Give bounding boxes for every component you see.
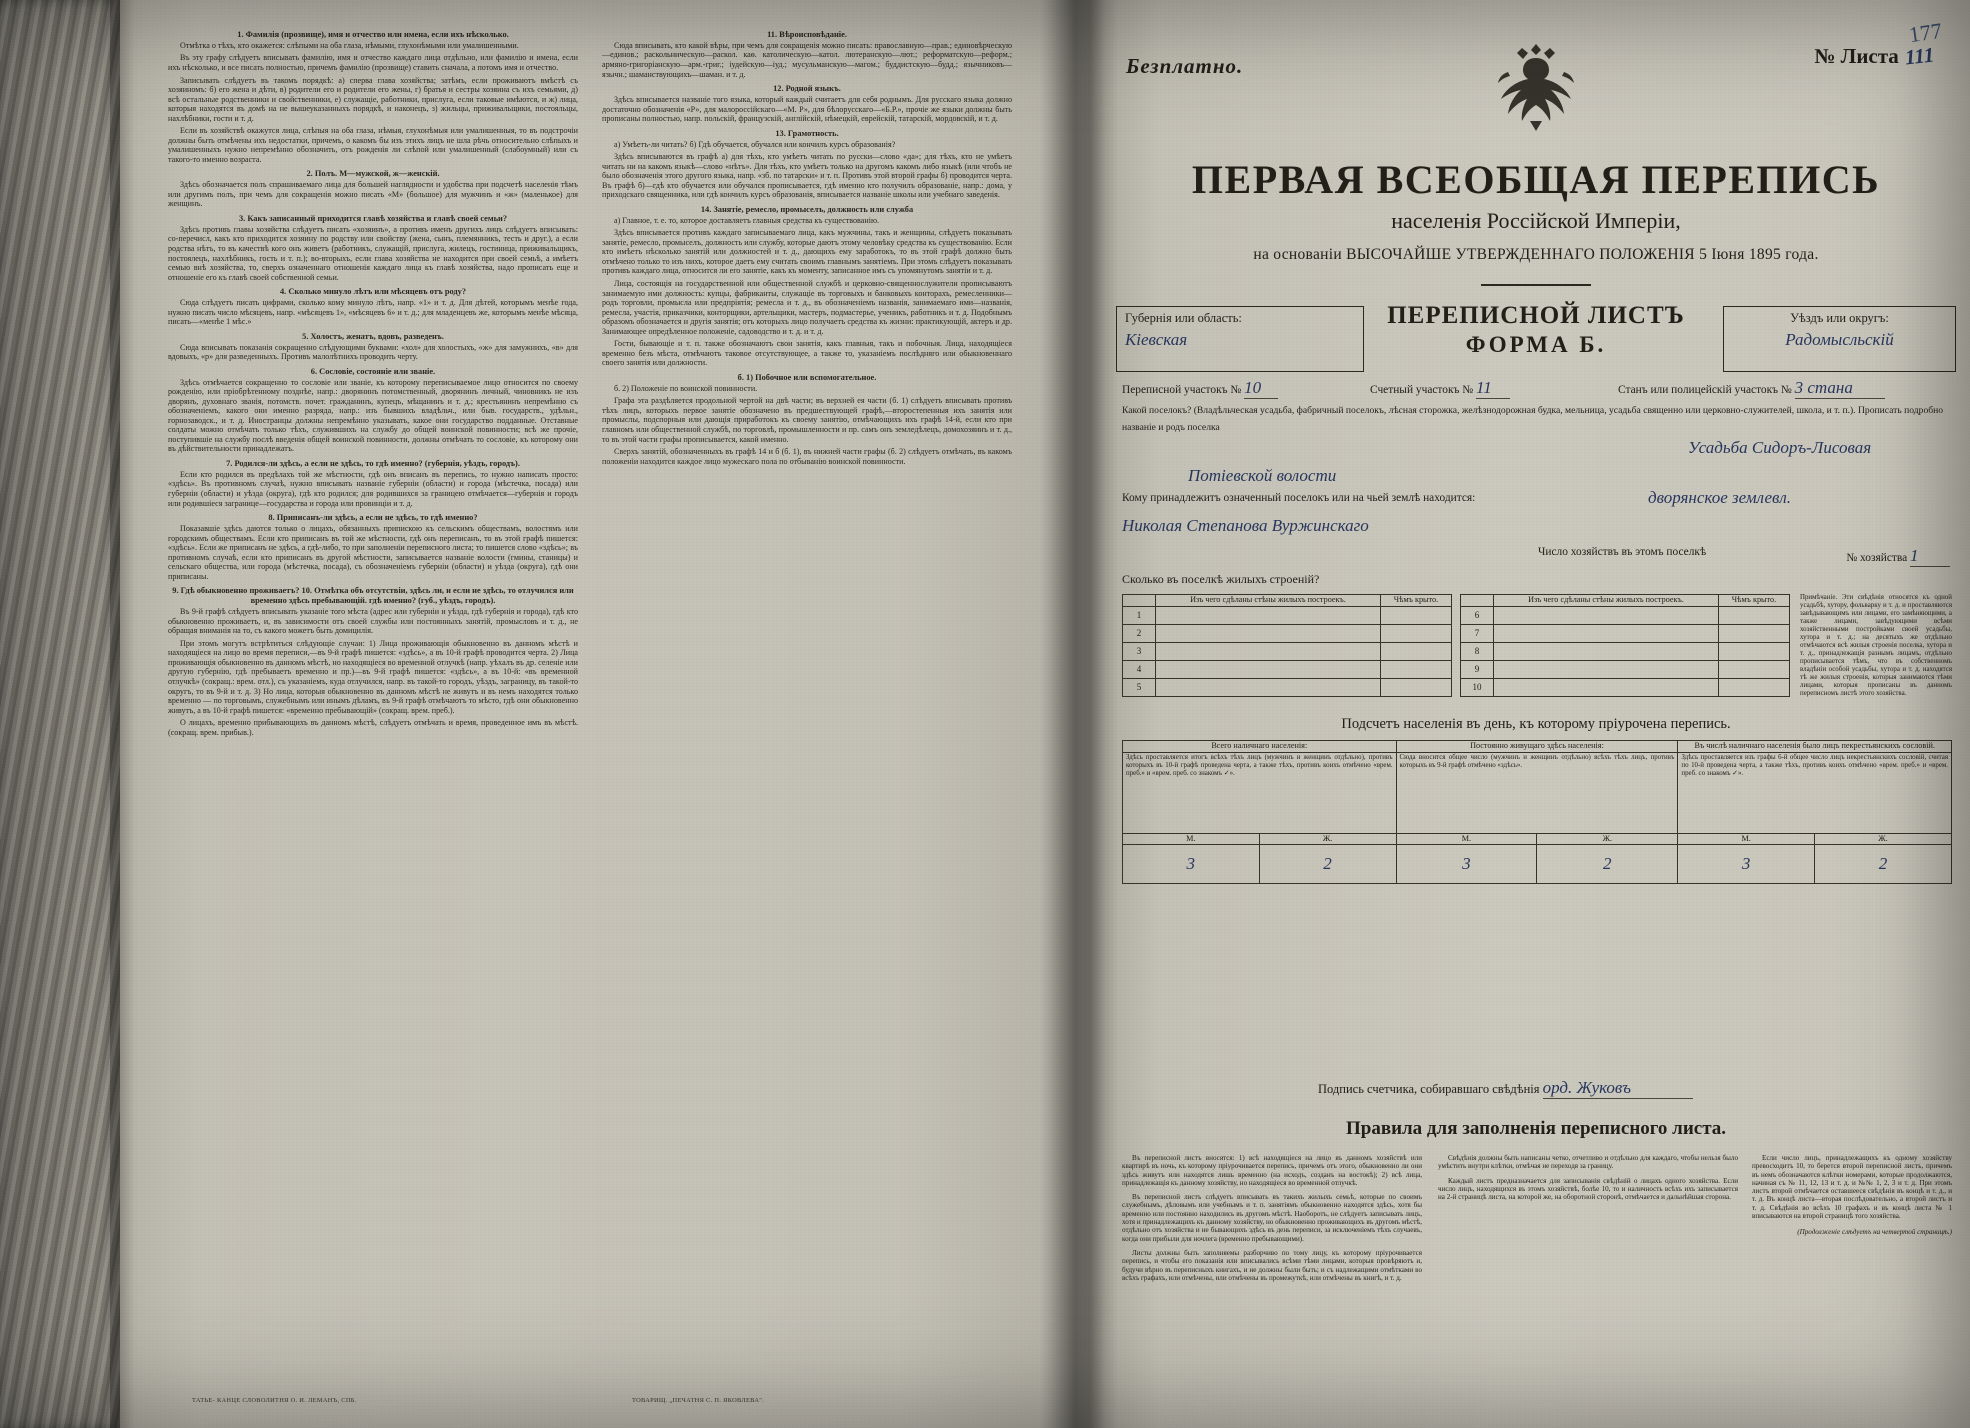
table-row (1461, 642, 1790, 660)
count-value: 3 (1462, 854, 1471, 874)
section-para: б. 2) Положеніе по воинской повинности. (614, 383, 758, 393)
book-spine-shadow (1040, 0, 1118, 1428)
table-subheader-row (1123, 833, 1952, 845)
form-legal-basis: на основаніи ВЫСОЧАЙШЕ УТВЕРЖДЕННАГО ПОЛОЖЕНІЯ 5 Іюня 1895 года. (1253, 246, 1819, 263)
row-number: 6 (1461, 606, 1494, 624)
row-number: 3 (1123, 642, 1156, 660)
note-text: Здѣсь проставляется итогъ всѣхъ тѣхъ лицъ (мужчинъ и женщинъ отдѣльно), противъ которыхъ въ 10-й графѣ проведена черта, а также тѣхъ, противъ коихъ отмѣчено «врем. преб.» и «врем. преб. со знакомъ ✓». (1126, 753, 1393, 777)
section-heading: 6. Сословіе, состояніе или званіе. (310, 366, 436, 376)
section-para: О лицахъ, временно прибывающихъ въ данномъ мѣстѣ, слѣдуетъ отмѣчать и время, проведенное имъ въ мѣстѣ. (сокращ. врем. прибыв.). (168, 718, 578, 737)
wall-cell[interactable] (1156, 660, 1381, 678)
section-heading: 2. Полъ. М—мужской, ж—женскій. (306, 169, 440, 179)
note-permanent-resident (1396, 752, 1678, 833)
table-row (1461, 660, 1790, 678)
col-roof-material: Чѣмъ крыто. (1718, 595, 1789, 607)
section-para: Здѣсь вписываются въ графѣ а) для тѣхъ, кто умѣетъ читать по русски—слово «да»; для тѣхъ, кто не умѣетъ читать ни на какомъ языкѣ—слово «нѣтъ». Для тѣхъ, кто умѣетъ только на другомъ какомъ либо языкѣ (или чтобъ не было обозначенія этого другого языка, напр. «зб. по татарски» и т. п. Противъ этой второй графы б) проводится черта. Въ графѣ б)—гдѣ кто обучается или обучался прописывается, гдѣ именно кто получилъ образованіе, напр.: дома, у приходскаго священника, или гдѣ кончилъ курсъ образованія, вписывается названіе школы или учебнаго заведенія. (602, 152, 1012, 200)
folio-number: 177 (1907, 17, 1944, 48)
roof-cell[interactable] (1718, 660, 1789, 678)
sub-m: М. (1678, 833, 1815, 845)
section-para: Здѣсь отмѣчается сокращенно то сословіе или званіе, къ которому переписываемое лицо относится по своему рожденію, или пріобрѣтенному позднѣе, напр.: дворянинъ потомственный, дворянинъ личный, чиновникъ не изъ дворянъ, духовнаго званія, потомств. почет. гражданинъ, купецъ, мѣщанинъ и т. д.; крестьянинъ непремѣнно съ обозначеніемъ, какого они именно разряда, напр.: изъ бывшихъ владѣльч., или быв. государств., удѣльн., горнозаводск., и т. д. Иностранцы должны непремѣнно указывать, какое они государство подданные. Отставные солдаты можно отмѣчать только тѣхъ, служившихъ на службу до общей воинской повинности; всѣ же прочіе, поступившіе на службу послѣ введенія общей воинской повинности, должны отмѣчать то сословіе, къ которому они въ дѣйствительности принадлежатъ. (168, 377, 578, 454)
row-number: 4 (1123, 660, 1156, 678)
form-type-line2: ФОРМА Б. (1465, 332, 1607, 357)
wall-cell[interactable] (1156, 678, 1381, 696)
section-para: Здѣсь обозначается полъ спрашиваемаго лица для большей наглядности и удобства при подсчетѣ населенія тѣмъ или другимъ полъ, при чемъ для сокращенія можно писать «М» (большое) для мужчинъ и «ж» (маленькое) для женщинъ. (168, 180, 578, 209)
roof-cell[interactable] (1380, 678, 1451, 696)
table-note-row (1123, 752, 1952, 833)
population-count-table[interactable] (1122, 740, 1952, 884)
gubernia-label: Губернія или область: (1125, 311, 1242, 325)
instruction-section (168, 513, 578, 581)
population-count-heading: Подсчетъ населенія въ день, къ которому пріурочена перепись. (1341, 716, 1731, 732)
enumerator-signature-field[interactable] (1318, 1078, 1693, 1099)
rule-para: Листы должны быть заполняемы разборчиво по тому лицу, къ которому пріурочивается перепись, и чтобы его показанія или вписывались всѣми тѣми лицами, которыя провѣряютъ и, будучи вѣрно въ переписныхъ книгахъ, и не должны были быть; и съ надлежащими отмѣтками во всѣхъ графахъ, или отмѣчены, или отмѣчены въ промежуткѣ, или отмѣчены въ книгѣ, и т. д. (1122, 1248, 1422, 1282)
buildings-note: Примѣчаніе. Эти свѣдѣнія относятся къ одной усадьбѣ, хутору, фольварку и т. д. и проставляются завѣдывающимъ или лицами, его замѣняющими, а также лицами, завѣдующими всѣми хозяйственными постройками своей усадьбы, хутора и т. д.; на десятыхъ же отдѣльно отмѣчаются всѣ жилыя строенія поселка, хутора и т. д., принадлежащія разнымъ лицамъ, отдѣльно прописывается тѣмъ, что въ собственномъ владѣніи особой усадьбы, хутора и т. д. находятся тѣ же жилыя строенія, которыя занимаются тѣми лицами, которыя прописаны въ данномъ переписномъ листѣ этого хозяйства. (1800, 594, 1952, 697)
row-number: 2 (1123, 624, 1156, 642)
section-para: Лица, состоящія на государственной или общественной службѣ и церковно-священнослужители прописываютъ занимаемую ими должность: купцы, фабриканты, служащіе въ торговыхъ и банковыхъ конторахъ, ремесленники—родъ торговли, промысла или предпріятія; ремесла и т. д., въ обозначеніемъ названія, занимаемаго ими—названія, ремесла, участія, приказчики, конторщики, артельщики, мастеръ, подмастерье, ученикъ, работникъ и т. д. Подобнымъ образомъ обозначается и другія занятія; отъ которыхъ лицо получаетъ средства къ жизни: практикующій, актеръ и др. Занимающее опредѣленное положеніе, садоводство и т. д. и т. д. (602, 279, 1012, 336)
form-main-title: ПЕРВАЯ ВСЕОБЩАЯ ПЕРЕПИСЬ (1191, 157, 1881, 202)
table-row (1461, 606, 1790, 624)
section-para: Если кто родился въ предѣлахъ той же мѣстности, гдѣ онъ вписанъ въ перепись, то нужно написать просто: «здѣсь». Въ противномъ случаѣ, нужно вписывать названіе губерніи (области) и города (мѣстечка, посада) или губерніи (области) и уѣзда (округа), гдѣ кто родился; для родившихся за границею отмѣчается—губернія и городъ или родившіеся загранице—государства и города или провинціи и т. д. (168, 469, 578, 508)
wall-cell[interactable] (1494, 624, 1719, 642)
table-row (1123, 678, 1452, 696)
col-wall-material: Изъ чего сдѣланы стѣны жилыхъ построекъ. (1494, 595, 1719, 607)
owner-question (1122, 492, 1475, 504)
count-value: 2 (1603, 854, 1612, 874)
owner-value-1: дворянское землевл. (1648, 488, 1792, 507)
section-para: Здѣсь противъ главы хозяйства слѣдуетъ писать «хозяинъ», а противъ именъ другихъ лицъ слѣдуетъ вписывать: со-перечисл, какъ кто приходится хозяину по родству или свойству (жена, сынъ, племянникъ, тесть и друг.), а если родства нѣтъ, то въ качествѣ кого онъ живетъ (работникъ, служащій, прислуга, жилецъ, гостиница, приживальщикъ, постоялецъ, нахлѣбникъ, гость и т. п.); во-вторыхъ, если глава хозяйства не находится при своей семьѣ, а имѣетъ семью внѣ хозяйства, то, сверхъ означеннаго отношенія каждаго лица къ главѣ хозяйства, надо прописать еще и отношеніе его къ главѣ своей собственной семьи. (168, 224, 578, 282)
gubernia-value: Кіевская (1125, 330, 1188, 349)
sheet-number-value: 111 (1903, 42, 1936, 70)
counting-district-value: 11 (1476, 378, 1510, 399)
rule-para: Если число лицъ, принадлежащихъ къ одному хозяйству превосходитъ 10, то берется второй переписной листъ, причемъ въ немъ обозначаются клѣтки номерами, которые продолжаются, начиная съ № 11, 12, 13 и т. д. и №№ 1, 2, 3 и т. д. При этомъ листъ второй отмѣчается оставшееся свѣдѣнія въ концѣ и т. д., и т. д. Въ концѣ листа—вторая послѣдовательно, а второй листъ и т. д. Свѣдѣнія во всѣхъ 10 графахъ и въ концѣ листа № 1 вписываются на второй страницѣ того хозяйства. (1752, 1154, 1952, 1221)
row-number: 10 (1461, 678, 1494, 696)
sheet-number-field (1814, 44, 1934, 69)
value-cell[interactable] (1537, 845, 1678, 884)
col-row-number (1123, 595, 1156, 607)
instruction-section (602, 84, 1012, 124)
roof-cell[interactable] (1380, 606, 1451, 624)
table-header-row (1461, 595, 1790, 607)
row-number: 7 (1461, 624, 1494, 642)
section-para: Въ 9-й графѣ слѣдуетъ вписывать указаніе того мѣста (адрес или губерніи и уѣзда, гдѣ губернія и города), гдѣ кто обыкновенно проживаетъ, и, въ зависимости отъ своей службы или постоянныхъ занятій, промысловъ и т. д., не обращая вниманія на то, съ какого можетъ быть домицилія. (168, 607, 578, 636)
household-number-field[interactable] (1846, 546, 1950, 567)
instruction-section (602, 205, 1012, 368)
wall-cell[interactable] (1156, 624, 1381, 642)
section-heading: 8. Приписанъ-ли здѣсь, а если не здѣсь, то гдѣ именно? (268, 513, 478, 523)
buildings-question: Сколько въ поселкѣ жилыхъ строеній? (1122, 572, 1320, 586)
section-heading: 13. Грамотность. (775, 128, 839, 138)
settlement-underline-1 (1122, 468, 1125, 479)
value-cell[interactable] (1259, 845, 1396, 884)
enumerator-signature-value: орд. Жуковъ (1543, 1078, 1693, 1099)
count-value: 2 (1878, 854, 1888, 874)
table-row (1123, 642, 1452, 660)
value-cell[interactable] (1678, 845, 1815, 884)
rules-footnote: (Продолженіе слѣдуетъ на четвертой страницѣ.) (1797, 1228, 1952, 1237)
table-header-row (1123, 741, 1952, 753)
section-para: Отмѣтка о тѣхъ, кто окажется: слѣпыми на оба глаза, нѣмыми, глухонѣмыми или умалишенными. (180, 40, 519, 50)
row-number: 9 (1461, 660, 1494, 678)
section-heading: 5. Холостъ, женатъ, вдовъ, разведенъ. (302, 331, 444, 341)
count-value: 3 (1186, 854, 1195, 874)
section-para: Если въ хозяйствѣ окажутся лица, слѣпыя на оба глаза, нѣмыя, глухонѣмыя или умалишенныя, то въ подстрочіи должны быть отмѣчены ихъ недостатки, причемъ, о какомъ бы изъ этихъ лицъ не шла рѣчь относительно слѣпыхъ и умалишенныхъ нужно непремѣнно обозначить, отъ рожденія ли слѣпой или умалишенный (слабоумный) или съ такого-то именно возраста. (168, 126, 578, 164)
rules-heading: Правила для заполненія переписного листа. (1345, 1118, 1727, 1139)
section-heading: 14. Занятіе, ремесло, промыселъ, должность или служба (700, 204, 914, 214)
instruction-section (602, 373, 1012, 466)
instruction-section (602, 129, 1012, 200)
form-subtitle: населенія Россійской Имперіи, (1391, 208, 1681, 233)
section-heading: 1. Фамилія (прозвище), имя и отчество или имена, если ихъ нѣсколько. (237, 30, 509, 39)
rules-column-right (1752, 1154, 1952, 1237)
roof-cell[interactable] (1380, 642, 1451, 660)
table-row (1123, 606, 1452, 624)
table-row (1123, 660, 1452, 678)
col-total-present: Всего наличнаго населенія: (1123, 741, 1397, 753)
section-para: Сюда вписывать, кто какой вѣры, при чемъ для сокращенія можно писать: православную—прав.; единовѣрческую—единов.; раскольническую—раскол. каѳ. католическую—катол. лютеранскую—лют.; реформатскую—реформ.; армяно-григоріанскую—арм.-григ.; іудейскую—іуд.; мусульманскую—магом.; буддистскую—будд.; язычниковъ—язычн.; шаманствующихъ—шаман. и т. д. (602, 40, 1012, 79)
form-type-line1: ПЕРЕПИСНОЙ ЛИСТЪ (1387, 302, 1685, 329)
printer-credit-right: ТОВАРИЩ. „ПЕЧАТНЯ С. П. ЯКОВЛЕВА". (632, 1397, 765, 1404)
census-district-label: Переписной участокъ № (1122, 384, 1242, 396)
section-heading: 3. Какъ записанный приходится главѣ хозяйства и главѣ своей семьи? (238, 214, 508, 224)
rule-para: Въ переписной листъ слѣдуетъ вписывать въ такихъ жилыхъ семьѣ, которые по своимъ служебнымъ, дѣловымъ или учебнымъ и т. п. занятіямъ обыкновенно находятся здѣсь, хотя бы временно или постоянно находились въ другомъ мѣстѣ. Наоборотъ, не слѣдуетъ записывать лицъ, хотя и принадлежащихъ къ данному хозяйству, но обыкновенно проживающихъ въ другомъ мѣстѣ, отдѣльно отъ хозяйства и не бывающихъ здѣсь въ день переписи, за исключеніемъ тѣхъ случаевъ, когда они прибыли для ночлега (временно пребывающими). (1122, 1193, 1422, 1243)
section-para: При этомъ могутъ встрѣтиться слѣдующіе случаи: 1) Лица проживающія обыкновенно въ данномъ мѣстѣ и находящіеся на лицо во время переписи,—въ 9-й графѣ пишется: «здѣсь», а въ 10-й графѣ проводится черта. 2) Лица проживающія обыкновенно въ данномъ мѣстѣ, но находящіеся во временной отлучкѣ (напр. уѣхалъ въ др. селеніе или другую губернію, гдѣ пребываетъ временно и пр.)—въ 9-й графѣ пишется: «здѣсь», а въ 10-й: «въ временной отлучкѣ» (сокращ.: врем. отл.), съ указаніемъ, куда отлучился, напр. въ такой-то городъ, уѣздъ, заграницу, въ такой-то округъ, то въ 9-й и т. д. 3) Но лица, которыя обыкновенно въ данномъ мѣстѣ не живутъ и въ немъ находятся только временно — по торговымъ, служебнымъ или инымъ дѣламъ, въ 9-й графѣ отмѣчаютъ то мѣсто, гдѣ они обыкновенно живутъ, а въ 10-й графѣ пишется: «временно пребывающій» (сокращ. врем. преб.). (168, 638, 578, 715)
imperial-eagle-crest (1476, 36, 1596, 148)
count-value: 3 (1741, 854, 1751, 874)
counting-district-field[interactable] (1370, 378, 1510, 399)
col-non-peasant: Въ числѣ наличнаго населенія было лицъ пекрестьянскихъ сословій. (1678, 741, 1952, 753)
roof-cell[interactable] (1718, 642, 1789, 660)
rule-para: Каждый листъ предназначается для записыванія свѣдѣній о лицахъ одного хозяйства. Если число лицъ, находящихся въ этомъ хозяйствѣ, болѣе 10, то и наличность всѣхъ ихъ записывается на 2-й страницѣ листа, на которой же, на оборотной сторонѣ, отмѣчается и дальнѣйшая сторона. (1438, 1176, 1738, 1202)
wall-cell[interactable] (1494, 660, 1719, 678)
wall-cell[interactable] (1494, 642, 1719, 660)
households-count-field[interactable] (1538, 546, 1706, 558)
sub-m: М. (1396, 833, 1537, 845)
roof-cell[interactable] (1380, 660, 1451, 678)
section-para: Сверхъ занятій, обозначенныхъ въ графѣ 14 и б (б. 1), въ нижней части графы (б. 2) слѣдуетъ отмѣчать, въ какомъ положеніи находится каждое лицо мужескаго пола по отбыванію воинской повинности. (602, 447, 1012, 466)
rule-para: Въ переписной листъ вносятся: 1) всѣ находящіеся на лицо въ данномъ хозяйствѣ или квартирѣ въ ночь, къ которому пріурочивается перепись, причемъ отъ этого, обыкновенно ли они здѣсь живутъ или находятся лишь временно (на исходъ, созданъ на востокѣ); 2) всѣ лица, принадлежащія къ данному хозяйству, но находящіеся во временной отлучкѣ. (1122, 1154, 1422, 1187)
counting-district-label: Счетный участокъ № (1370, 384, 1474, 396)
table-row (1461, 624, 1790, 642)
col-row-number (1461, 595, 1494, 607)
roof-cell[interactable] (1380, 624, 1451, 642)
value-cell[interactable] (1814, 845, 1951, 884)
instruction-section (168, 332, 578, 362)
census-district-field[interactable] (1122, 378, 1278, 399)
title-divider (1481, 284, 1591, 286)
rules-column-middle (1438, 1154, 1738, 1207)
table-row (1123, 624, 1452, 642)
section-para: Здѣсь вписывается противъ каждаго записываемаго лица, какъ мужчины, такъ и женщины, слѣдуетъ показывать занятіе, ремесло, промыселъ, должность или службу, которые даютъ этому человѣку средства къ существованію. Если кто имѣетъ нѣсколько занятій или должностей и т. д., дающихъ ему заработокъ, то въ этой графѣ должно быть отмѣчено только то изъ нихъ, которое даетъ ему считать своимъ главнымъ занятіемъ. При этомъ слѣдуетъ показывать противъ каждаго лица, относится ли его занятіе, какъ къ моменту, записанное имъ съ упомянутомъ занятіи и т. д. (602, 228, 1012, 276)
owner-question-text: Кому принадлежитъ означенный поселокъ или на чьей землѣ находится: (1122, 492, 1476, 504)
settlement-value-1: Усадьба Сидоръ-Лисовая (1688, 438, 1872, 457)
rules-column-left (1122, 1154, 1422, 1282)
note-total-present (1123, 752, 1397, 833)
value-cell[interactable] (1123, 845, 1260, 884)
settlement-question-text: Какой поселокъ? (Владѣльческая усадьба, фабричный поселокъ, лѣсная сторожка, желѣзнодорожная будка, мельница, усадьба священно или церковно-служителей, школа, и т. п.). Прописать подробно названіе и родъ поселка (1122, 405, 1944, 433)
row-number: 5 (1123, 678, 1156, 696)
buildings-table-right[interactable] (1460, 594, 1790, 697)
wall-cell[interactable] (1156, 606, 1381, 624)
section-para: Здѣсь вписывается названіе того языка, который каждый считаетъ для себя роднымъ. Для русскаго языка должно достаточно обозначенія «Р», для малороссійскаго—«М. Р», для бѣлорусскаго—«Б.Р.», прочіе же языки должны быть прописаны полностью, напр. польскій, французскій, англійскій, нѣмецкій, еврейскій, татарскій, мордовскій, и т. д. (602, 95, 1012, 124)
row-number: 8 (1461, 642, 1494, 660)
table-row (1461, 678, 1790, 696)
value-cell[interactable] (1396, 845, 1537, 884)
household-number-value: 1 (1910, 546, 1950, 567)
section-heading: 9. Гдѣ обыкновенно проживаетъ? 10. Отмѣтка объ отсутствіи, здѣсь ли, и если не здѣсь, то отлучился или временно здѣсь пребывающій. гдѣ именно? (губ., уѣздъ, городъ). (172, 586, 574, 606)
wall-cell[interactable] (1494, 678, 1719, 696)
households-count-label: Число хозяйствъ въ этомъ поселкѣ (1538, 546, 1707, 558)
instruction-section (168, 586, 578, 737)
col-roof-material: Чѣмъ крыто. (1380, 595, 1451, 607)
section-para: Сюда слѣдуетъ писать цифрами, сколько кому минуло лѣтъ, напр. «1» и т. д. Для дѣтей, которымъ менѣе года, нужно писать число мѣсяцевъ, напр. «мѣсяцевъ 1», «мѣсяцевъ 6» и т. д.; для младенцевъ же, которымъ менѣе мѣсяца, писать—«менѣе 1 мѣс.» (168, 298, 578, 327)
census-district-value: 10 (1244, 378, 1278, 399)
roof-cell[interactable] (1718, 678, 1789, 696)
section-para: Записывать слѣдуетъ въ такомъ порядкѣ: а) сперва глава хозяйства; затѣмъ, если проживаютъ вмѣстѣ съ хозяиномъ: б) его жена и дѣти, в) родители его и родители его жены, г) братья и сестры хозяина съ ихъ семьями, д) всѣ остальные родственники и свойственники, е) служащіе, работники, прислуга, если таковые имѣются, и ж) лица, которыя находятся въ домѣ на не вышеуказанныхъ порядкѣ, и наконецъ, з) жильцы, приживальщики, постояльцы, нахлѣбники, гости и т. д. (168, 75, 578, 123)
section-heading: 7. Родился-ли здѣсь, а если не здѣсь, то гдѣ именно? (губернія, уѣздъ, городъ). (226, 459, 520, 469)
section-para: Показавшіе здѣсь даются только о лицахъ, обязанныхъ припискою къ сельскимъ обществамъ, волостямъ или городскимъ обществамъ. Если кто приписанъ въ той же мѣстности, гдѣ онъ переписанъ, то въ этой графѣ пишется: «здѣсь». Если же приписанъ не здѣсь, а гдѣ-либо, то при заполненіи переписного листа; то пишется слово «здѣсь»; въ противномъ случаѣ, если кто приписанъ въ другой мѣстности, записывается названіе волости (гмины, станицы) и сельскаго общества, или города (мѣстечка, посада), съ обозначеніемъ губерніи (области) и уѣзда (округа), гдѣ они приписаны. (168, 524, 578, 581)
free-of-charge-label: Безплатно. (1126, 54, 1244, 78)
owner-value-2: Николая Степанова Вуржинскаго (1122, 516, 1369, 535)
section-para: Графа эта раздѣляется продольной чертой на двѣ части; въ верхней ея части (б. 1) слѣдуетъ вписывать противъ тѣхъ лицъ, которыхъ первое занятіе обозначено въ предшествующей графѣ,—второстепенныя ихъ занятія или промыслы, подспорныя или дающія приработокъ къ своему занятію, отмѣчающихъ ихъ графѣ 14-й, если кто при главномъ или общественной службѣ, по торговлѣ, промышленности и пр. самъ онъ земледѣлецъ, домохозяинъ и т. д., то въ этой части графы прописывается, какой именно. (602, 396, 1012, 444)
page-stack (0, 0, 120, 1428)
wall-cell[interactable] (1494, 606, 1719, 624)
col-wall-material: Изъ чего сдѣланы стѣны жилыхъ построекъ. (1156, 595, 1381, 607)
wall-cell[interactable] (1156, 642, 1381, 660)
instructions-column-left (168, 30, 578, 742)
instruction-section (168, 287, 578, 327)
uezd-label: Уѣздъ или округъ: (1790, 311, 1889, 325)
left-instruction-page (132, 8, 1037, 1420)
sub-zh: Ж. (1259, 833, 1396, 845)
note-text: Здѣсь проставляется изъ графы 6-й общее число лицъ некрестьянскихъ сословій, считая по 10-й проведена черта, а также тѣхъ, противъ коихъ отмѣчено «врем. преб.» и «врем. преб. со знакомъ ✓». (1681, 753, 1948, 777)
instructions-column-right (602, 30, 1012, 471)
section-heading: б. 1) Побочное или вспомогательное. (737, 372, 877, 382)
instruction-section (602, 30, 1012, 79)
census-form-page (1108, 6, 1964, 1422)
form-type-title (1108, 302, 1964, 358)
rule-para: Свѣдѣнія должны быть написаны четко, отчетливо и отдѣльно для каждаго, чтобы нельзя было умѣстить внутри клѣтки, отмѣчая не переходя за границу. (1438, 1154, 1738, 1171)
section-para: Въ эту графу слѣдуетъ вписывать фамилію, имя и отчество каждаго лица отдѣльно, или фамилію и имена, если ихъ нѣсколько, и все писать полностью, причемъ фамилію (прозвище) ставить сначала, а потомъ имя и отчество. (168, 53, 578, 72)
instruction-section (168, 214, 578, 282)
enumerator-signature-label: Подпись счетчика, собиравшаго свѣдѣнія (1318, 1082, 1540, 1096)
row-number: 1 (1123, 606, 1156, 624)
police-district-label: Станъ или полицейскій участокъ № (1618, 384, 1792, 396)
section-para: Сюда вписывать показанія сокращенно слѣдующими буквами: «хол» для холостыхъ, «ж» для замужнихъ, «в» для вдовыхъ, «р» для разведенныхъ. Противъ малолѣтнихъ проводить черту. (168, 342, 578, 362)
uezd-value: Радомысльскій (1785, 330, 1894, 349)
section-para: Гости, бывающіе и т. п. также обозначаютъ свои занятія, какъ главныя, такъ и побочныя. Лица, находящіеся временно безъ мѣста, отмѣчаютъ таковое отсутствующее, а также то, указаніемъ послѣдняго или обыкновеннаго своего занятія или должности. (602, 339, 1012, 368)
police-district-value: 3 стана (1795, 378, 1885, 399)
note-text: Сюда вносится общее число (мужчинъ и женщинъ отдѣльно) всѣхъ тѣхъ лицъ, противъ которыхъ въ 9-й графѣ отмѣчено «здѣсь». (1399, 753, 1675, 769)
printer-credit-left: ТАТЬЕ- КАНЦЕ СЛОВОЛИТНЯ О. И. ЛЕМАНЪ, СПБ. (192, 1397, 357, 1404)
sheet-number-label: № Листа (1814, 44, 1899, 68)
instruction-section (168, 367, 578, 454)
section-para: а) Главное, т. е. то, которое доставляетъ главныя средства къ существованію. (614, 215, 880, 225)
buildings-table-left[interactable] (1122, 594, 1452, 697)
roof-cell[interactable] (1718, 624, 1789, 642)
note-non-peasant (1678, 752, 1952, 833)
police-district-field[interactable] (1618, 378, 1885, 399)
roof-cell[interactable] (1718, 606, 1789, 624)
col-permanent-resident: Постоянно живущаго здѣсь населенія: (1396, 741, 1678, 753)
section-heading: 11. Вѣроисповѣданіе. (767, 30, 847, 39)
instruction-section (168, 30, 578, 164)
instruction-section (168, 459, 578, 508)
sub-m: М. (1123, 833, 1260, 845)
sub-zh: Ж. (1537, 833, 1678, 845)
section-heading: 12. Родной языкъ. (773, 84, 841, 94)
settlement-question (1122, 402, 1952, 435)
table-value-row (1123, 845, 1952, 884)
settlement-value-2: Потіевской волости (1188, 466, 1337, 485)
count-value: 2 (1323, 854, 1332, 874)
household-number-label: № хозяйства (1846, 552, 1908, 564)
section-heading: 4. Сколько минуло лѣтъ или мѣсяцевъ отъ роду? (279, 287, 467, 297)
table-header-row (1123, 595, 1452, 607)
section-para: а) Умѣетъ-ли читать? б) Гдѣ обучается, обучался или кончилъ курсъ образованія? (614, 139, 896, 149)
instruction-section (168, 169, 578, 209)
sub-zh: Ж. (1814, 833, 1951, 845)
